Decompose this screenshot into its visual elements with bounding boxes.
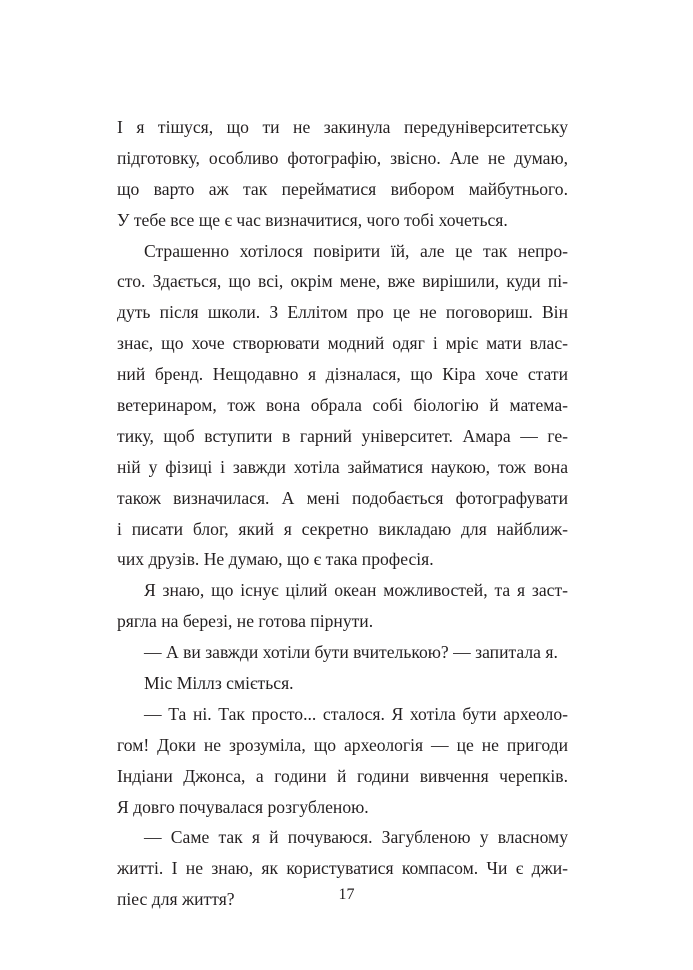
- text-line-17: рягла на березі, не готова пірнути.: [117, 611, 374, 632]
- text-line-26: піес для життя?: [117, 889, 235, 910]
- text-line-7: дуть після школи. З Еллітом про це не поговориш. Він: [117, 302, 568, 323]
- text-line-18: — А ви завжди хотіли бути вчителькою? — запитала я.: [144, 642, 558, 663]
- text-line-3: що варто аж так перейматися вибором майбутнього.: [117, 178, 568, 199]
- text-line-4: У тебе все ще є час визначитися, чого тобі хочеться.: [117, 209, 508, 230]
- page-number: 17: [338, 886, 355, 903]
- text-line-20: — Та ні. Так просто... сталося. Я хотіла бути археоло-: [144, 703, 568, 724]
- text-line-1: І я тішуся, що ти не закинула передуніверситетську: [117, 117, 568, 137]
- text-line-6: сто. Здається, що всі, окрім мене, вже вирішили, куди пі-: [117, 271, 568, 292]
- text-line-15: чих друзів. Не думаю, що є така професія.: [117, 549, 434, 570]
- text-line-23: Я довго почувалася розгубленою.: [117, 796, 369, 817]
- text-line-5: Страшенно хотілося повірити їй, але це так непро-: [144, 240, 568, 261]
- text-line-2: підготовку, особливо фотографію, звісно. Але не думаю,: [117, 147, 568, 168]
- text-line-12: ній у фізиці і завжди хотіла займатися наукою, тож вона: [117, 456, 568, 477]
- text-line-25: житті. І не знаю, як користуватися компасом. Чи є джи-: [117, 858, 568, 879]
- text-line-24: — Саме так я й почуваюся. Загубленою у власному: [144, 827, 568, 848]
- text-line-8: знає, що хоче створювати модний одяг і мріє мати влас-: [117, 333, 568, 354]
- text-line-10: ветеринаром, тож вона обрала собі біологію й матема-: [117, 395, 568, 416]
- text-line-16: Я знаю, що існує цілий океан можливостей, та я заст-: [144, 580, 568, 601]
- text-line-21: гом! Доки не зрозуміла, що археологія — це не пригоди: [117, 734, 568, 755]
- text-line-9: ний бренд. Нещодавно я дізналася, що Кіра хоче стати: [117, 364, 568, 385]
- text-line-19: Міс Міллз сміється.: [144, 673, 294, 694]
- text-line-11: тику, щоб вступити в гарний університет. Амара — ге-: [117, 425, 568, 446]
- text-line-22: Індіани Джонса, а години й години вивчення черепків.: [117, 765, 568, 786]
- text-line-13: також визначилася. А мені подобається фотографувати: [117, 487, 568, 508]
- page-body: [117, 112, 568, 915]
- text-line-14: і писати блог, який я секретно викладаю для найближ-: [117, 518, 568, 539]
